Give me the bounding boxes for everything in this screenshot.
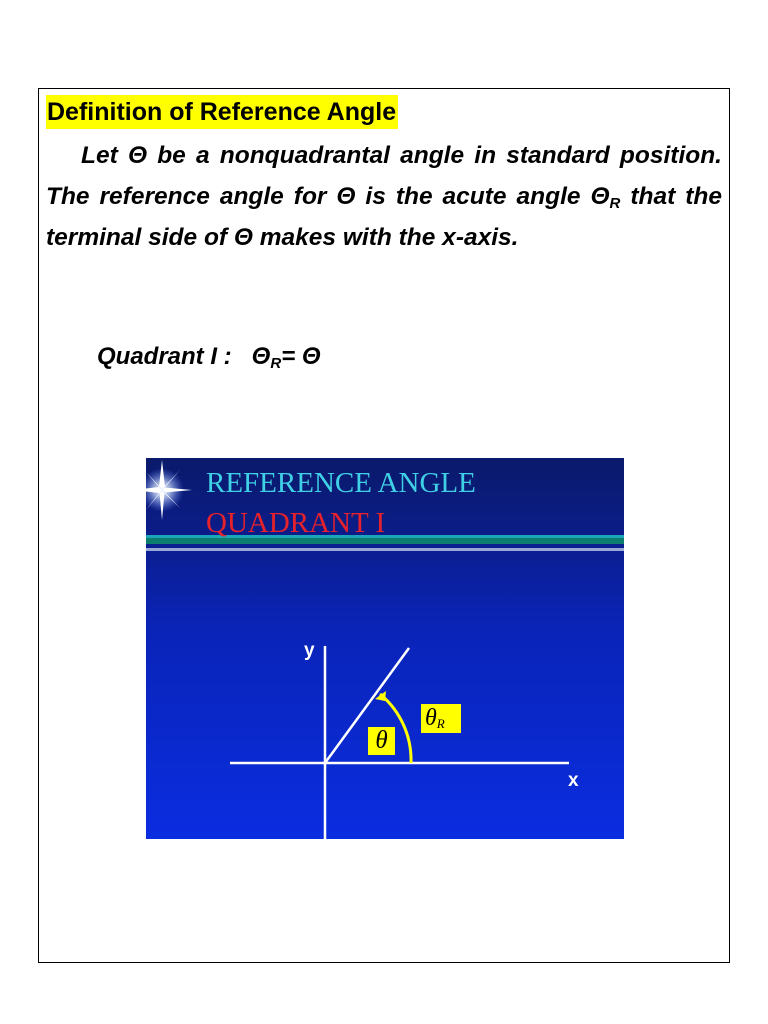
theta-r-subscript: R xyxy=(436,716,445,731)
theta-r-symbol: θ xyxy=(425,705,437,731)
quadrant-formula xyxy=(97,340,321,374)
y-axis-label: y xyxy=(304,640,315,661)
slide-title: REFERENCE ANGLE xyxy=(206,467,476,499)
definition-subscript: R xyxy=(609,195,621,212)
theta-r-label xyxy=(421,704,461,733)
theta-label: θ xyxy=(368,727,395,755)
divider-light xyxy=(146,548,624,551)
definition-heading: Definition of Reference Angle xyxy=(46,95,398,129)
quadrant-subscript: R xyxy=(270,355,282,372)
definition-part1: Let Θ be a nonquadrantal angle in standard position. The reference angle for Θ is the acute angle Θ xyxy=(46,142,722,210)
quadrant-label: Quadrant I : Θ xyxy=(97,343,271,370)
definition-part2: that the terminal side of Θ makes with the x-axis. xyxy=(46,183,722,251)
x-axis-label: x xyxy=(568,770,579,791)
starburst-icon xyxy=(146,460,192,520)
terminal-side xyxy=(325,648,409,763)
quadrant-rest: = Θ xyxy=(281,343,321,370)
slide-subtitle: QUADRANT I xyxy=(206,507,386,539)
definition-text xyxy=(46,135,722,258)
reference-angle-slide xyxy=(146,458,624,839)
